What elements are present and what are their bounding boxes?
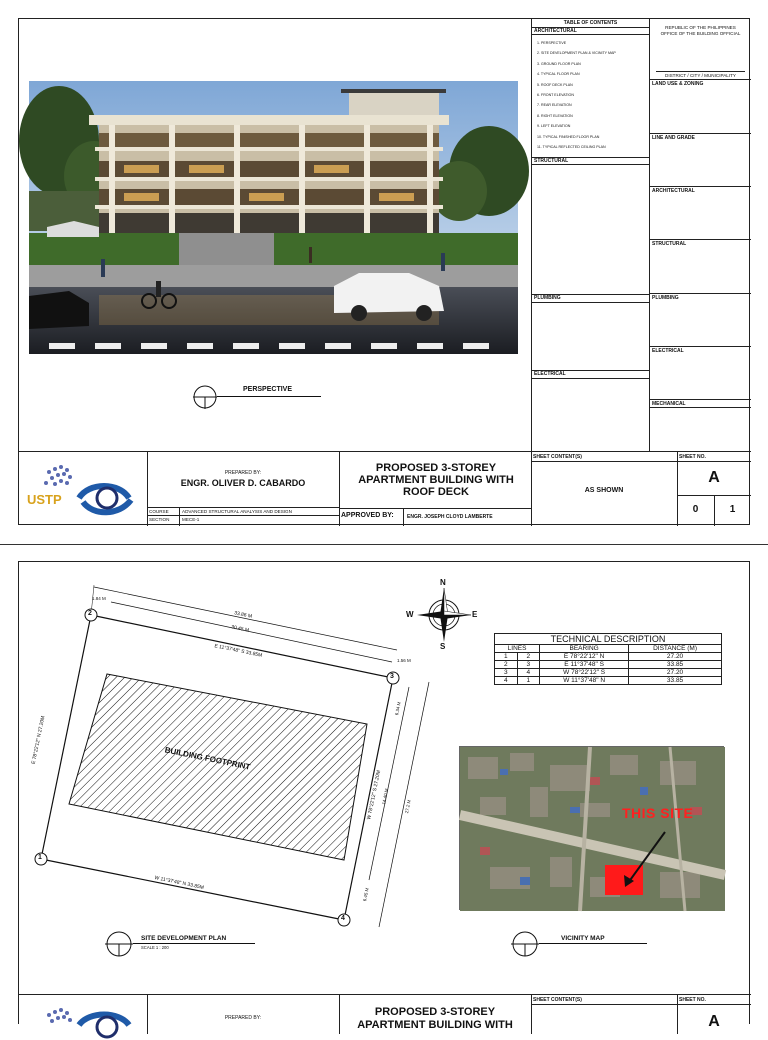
sheet-letter-2: A xyxy=(708,1013,720,1030)
dim-small-top-right: 1.56 M xyxy=(397,658,411,663)
title-block-2 xyxy=(19,994,751,1034)
cell-to: 1 xyxy=(517,677,540,685)
compass-n: N xyxy=(440,578,446,587)
site-plan-label: SITE DEVELOPMENT PLAN xyxy=(141,935,227,942)
sheet-contents-label: SHEET CONTENT(S) xyxy=(533,454,582,460)
cell-distance: 27.20 xyxy=(629,669,722,677)
vicinity-section-marker xyxy=(511,930,651,958)
dim-right-1: 6.34 M xyxy=(394,701,402,716)
course-label: COURSE xyxy=(149,509,169,514)
perspective-rendering xyxy=(29,81,518,354)
university-logo-icon xyxy=(19,995,147,1035)
cell-to: 4 xyxy=(517,669,540,677)
dim-top-inner: 30.45 M xyxy=(230,624,250,634)
building-official-panel xyxy=(649,19,751,451)
approved-by-name: ENGR. JOSEPH CLOYD LAMBERTE xyxy=(407,514,493,520)
dim-left-bearing: E 78°22'12" N 27.20M xyxy=(30,715,47,765)
tech-header-lines: LINES xyxy=(495,645,540,653)
office-line1: REPUBLIC OF THE PHILIPPINES xyxy=(665,25,736,30)
dim-top-bearing: E 11°37'48" S 33.85M xyxy=(213,643,263,659)
project-title-2-line2: APARTMENT BUILDING WITH xyxy=(357,1019,513,1031)
office-structural: STRUCTURAL xyxy=(652,241,687,247)
north-arrow xyxy=(406,578,479,652)
cell-bearing: E 11°37'48" S xyxy=(540,661,629,669)
vicinity-map-image xyxy=(460,747,725,911)
logo-area xyxy=(19,452,147,527)
compass-e: E xyxy=(472,610,478,619)
dim-top-outer: 33.86 M xyxy=(233,610,253,620)
tech-header-distance: DISTANCE (M) xyxy=(629,645,722,653)
toc-item: 1. PERSPECTIVE xyxy=(537,41,567,45)
site-plan-section-marker xyxy=(105,930,265,958)
corner-label-1: 1 xyxy=(38,854,42,861)
compass-w: W xyxy=(406,610,414,619)
sheet-no-label: SHEET NO. xyxy=(679,454,706,460)
toc-item: 4. TYPICAL FLOOR PLAN xyxy=(537,72,580,77)
office-mechanical: MECHANICAL xyxy=(652,401,686,407)
cell-bearing: W 11°37'48" N xyxy=(540,677,629,685)
perspective-rendering-svg xyxy=(29,81,518,354)
section-marker-icon xyxy=(193,385,223,411)
this-site-label: THIS SITE xyxy=(622,805,694,821)
tech-title: TECHNICAL DESCRIPTION xyxy=(495,634,722,645)
table-row xyxy=(495,677,722,685)
toc-item: 8. RIGHT ELEVATION xyxy=(537,113,573,118)
page-separator xyxy=(0,544,768,545)
corner-label-2: 2 xyxy=(88,610,92,617)
office-district: DISTRICT / CITY / MUNICIPALITY xyxy=(665,73,736,78)
approved-by-label: APPROVED BY: xyxy=(341,512,394,519)
cell-distance: 33.85 xyxy=(629,661,722,669)
cell-to: 3 xyxy=(517,661,540,669)
section-marker-icon xyxy=(105,930,135,958)
sheet-perspective xyxy=(18,18,750,525)
cell-from: 4 xyxy=(495,677,518,685)
corner-label-4: 4 xyxy=(341,915,345,922)
toc-item-list xyxy=(532,38,616,152)
office-line2: OFFICE OF THE BUILDING OFFICIAL xyxy=(660,31,741,36)
section-value: MECE-1 xyxy=(182,517,200,522)
sheet-site-plan xyxy=(18,561,750,1031)
table-row xyxy=(495,669,722,677)
toc-item: 9. LEFT ELEVATION xyxy=(537,124,571,129)
sheet-contents-label-2: SHEET CONTENT(S) xyxy=(533,997,582,1003)
toc-item: 3. GROUND FLOOR PLAN xyxy=(537,61,581,66)
cell-distance: 27.20 xyxy=(629,653,722,661)
table-row xyxy=(495,661,722,669)
toc-item: 7. REAR ELEVATION xyxy=(537,103,572,108)
dim-right-bearing: W 78°22'12" S 27.20M xyxy=(366,769,383,821)
office-plumbing: PLUMBING xyxy=(652,295,679,301)
toc-title: TABLE OF CONTENTS xyxy=(563,20,618,26)
sheet-contents-value: AS SHOWN xyxy=(584,487,624,494)
vicinity-label: VICINITY MAP xyxy=(561,935,605,942)
toc-item: 11. TYPICAL REFLECTED CEILING PLAN xyxy=(537,145,606,150)
office-architectural: ARCHITECTURAL xyxy=(652,188,695,194)
office-land-use: LAND USE & ZONING xyxy=(652,81,704,87)
university-logo-icon xyxy=(19,452,147,527)
cell-bearing: W 78°22'12" S xyxy=(540,669,629,677)
corner-label-3: 3 xyxy=(390,673,394,680)
building-footprint xyxy=(69,674,367,860)
toc-architectural: ARCHITECTURAL xyxy=(534,28,577,34)
section-marker-icon xyxy=(511,930,541,958)
prepared-by-label: PREPARED BY: xyxy=(224,470,262,476)
prepared-by-label-2: PREPARED BY: xyxy=(224,1015,262,1021)
section-label: SECTION xyxy=(149,517,170,522)
office-line-grade: LINE AND GRADE xyxy=(652,135,695,141)
sheet-number-digit-2: 1 xyxy=(729,504,736,515)
toc-plumbing: PLUMBING xyxy=(534,295,561,301)
cell-from: 3 xyxy=(495,669,518,677)
office-electrical: ELECTRICAL xyxy=(652,348,684,354)
toc-item: 10. TYPICAL FINISHED FLOOR PLAN xyxy=(537,134,600,139)
cell-bearing: E 78°22'12" N xyxy=(540,653,629,661)
cell-from: 2 xyxy=(495,661,518,669)
cell-distance: 33.85 xyxy=(629,677,722,685)
toc-item: 5. ROOF DECK PLAN xyxy=(537,82,573,87)
table-of-contents xyxy=(531,19,649,451)
dim-right-4: 6.45 M xyxy=(362,887,370,902)
dim-right-3: 27.2 M xyxy=(404,799,412,814)
perspective-section-marker xyxy=(193,385,323,411)
compass-s: S xyxy=(440,642,446,651)
toc-item: 6. FRONT ELEVATION xyxy=(537,93,574,98)
compass-icon xyxy=(409,578,479,652)
toc-structural: STRUCTURAL xyxy=(534,158,569,164)
table-row xyxy=(495,653,722,661)
cell-from: 1 xyxy=(495,653,518,661)
building-footprint-label: BUILDING FOOTPRINT xyxy=(163,745,252,772)
scale-label: SCALE 1 : 200 xyxy=(141,945,169,950)
prepared-by-name: ENGR. OLIVER D. CABARDO xyxy=(180,478,306,488)
project-title-2-line1: PROPOSED 3-STOREY xyxy=(374,1006,496,1018)
dim-right-2: 14.40 M xyxy=(381,788,390,805)
dim-bottom-bearing: W 11°37'48" N 33.85M xyxy=(153,875,205,891)
cell-to: 2 xyxy=(517,653,540,661)
title-block xyxy=(19,451,751,526)
technical-description xyxy=(494,633,722,685)
course-value: ADVANCED STRUCTURAL ANALYSIS AND DESIGN xyxy=(182,509,292,514)
vicinity-map xyxy=(459,746,724,910)
sheet-number-digit-1: 0 xyxy=(692,504,699,515)
tech-header-bearing: BEARING xyxy=(540,645,629,653)
logo-area-2 xyxy=(19,995,147,1035)
toc-electrical: ELECTRICAL xyxy=(534,371,566,377)
dim-small-top-left: 1.84 M xyxy=(92,596,106,601)
perspective-label: PERSPECTIVE xyxy=(243,386,293,393)
toc-item: 2. SITE DEVELOPMENT PLAN & VICINITY MAP xyxy=(537,51,616,56)
technical-description-table xyxy=(494,633,722,685)
sheet-letter: A xyxy=(708,469,720,486)
project-title: PROPOSED 3-STOREY APARTMENT BUILDING WITH ROOF DECK xyxy=(358,462,514,498)
site-plan-drawing xyxy=(19,562,459,942)
sheet-no-label-2: SHEET NO. xyxy=(679,997,706,1003)
logo-text: USTP xyxy=(27,492,62,507)
